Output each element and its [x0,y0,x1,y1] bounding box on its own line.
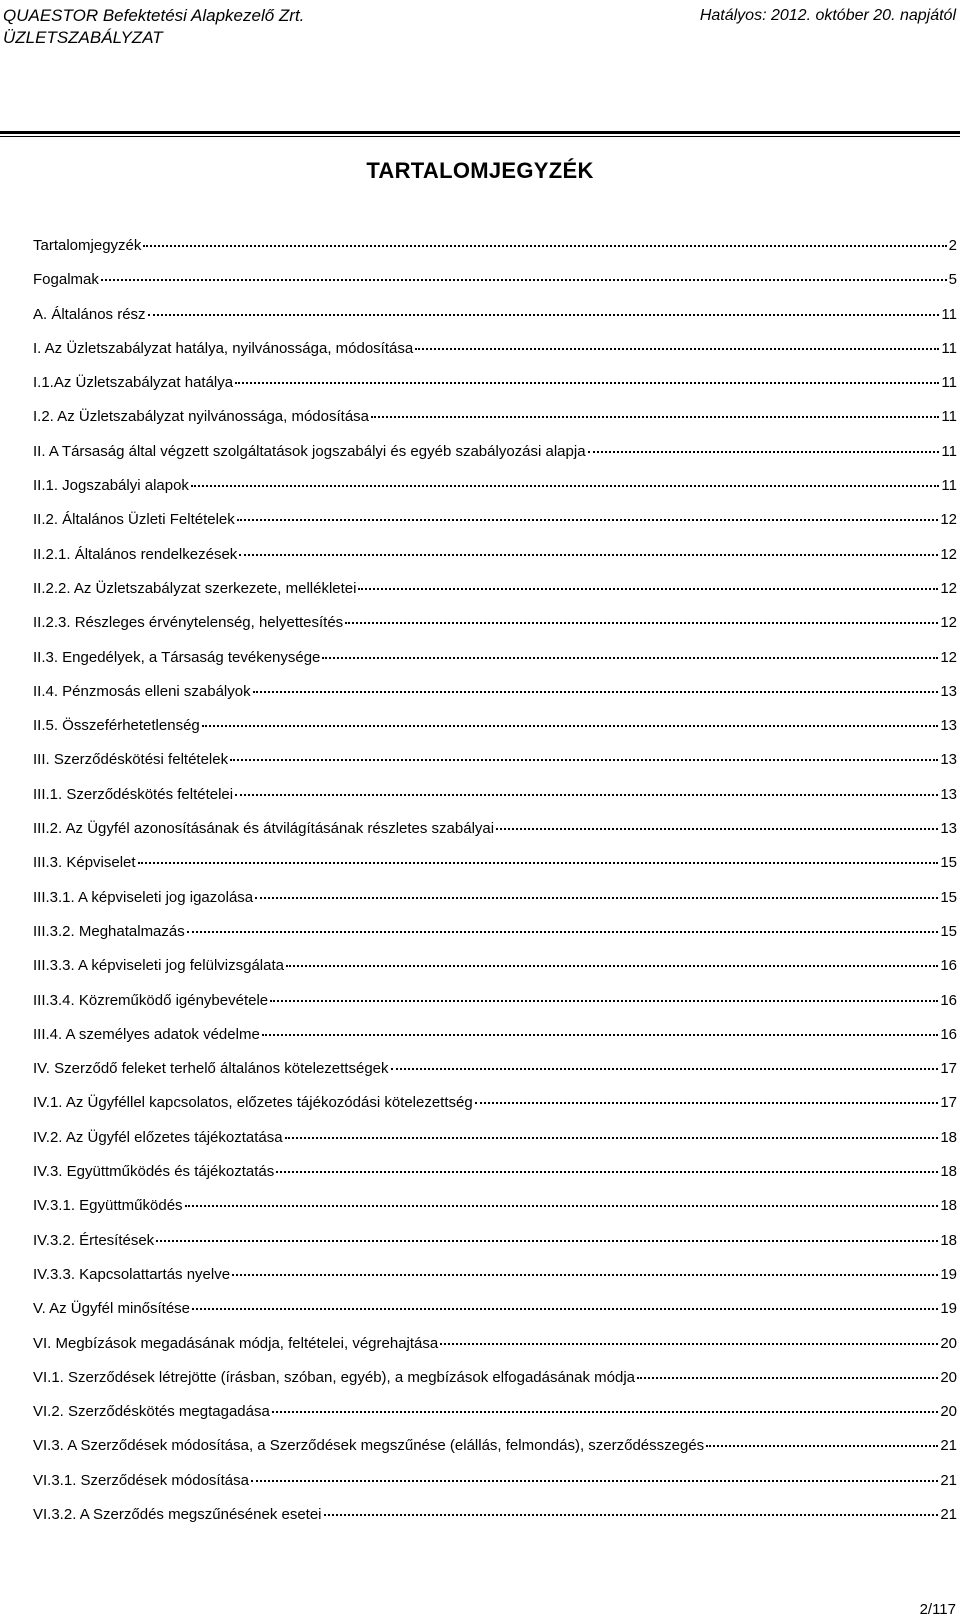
toc-leader-dots [272,1410,939,1413]
toc-entry-page: 15 [940,854,957,872]
toc-title: TARTALOMJEGYZÉK [366,158,594,183]
header-left [3,5,304,49]
toc-entry-page: 13 [940,717,957,735]
toc-entry-label: VI.1. Szerződések létrejötte (írásban, szóban, egyéb), a megbízások elfogadásának módja [33,1368,636,1386]
toc-entry[interactable] [33,956,957,990]
toc-entry-page: 11 [941,477,957,495]
toc-leader-dots [706,1444,938,1447]
toc-entry[interactable] [33,1196,957,1230]
toc-entry-page: 20 [940,1334,957,1352]
toc-entry[interactable] [33,407,957,441]
toc-entry-page: 13 [940,682,957,700]
toc-entry-page: 17 [940,1094,957,1112]
toc-entry-label: IV.3.2. Értesítések [33,1231,155,1249]
page-number: 2/117 [919,1601,956,1618]
toc-entry[interactable] [33,545,957,579]
toc-leader-dots [235,793,938,796]
toc-entry-label: II.3. Engedélyek, a Társaság tevékenysége [33,648,321,666]
toc-entry[interactable] [33,922,957,956]
toc-entry[interactable] [33,1368,957,1402]
toc-entry[interactable] [33,1231,957,1265]
toc-entry-page: 12 [940,614,957,632]
toc-leader-dots [202,724,939,727]
toc-leader-dots [475,1101,939,1104]
company-name: QUAESTOR Befektetési Alapkezelő Zrt. [3,6,305,25]
toc-entry-page: 19 [940,1265,957,1283]
toc-entry-label: VI.2. Szerződéskötés megtagadása [33,1403,270,1421]
toc-entry-label: I. Az Üzletszabályzat hatálya, nyilvánossága, módosítása [33,339,414,357]
toc-entry-label: III.1. Szerződéskötés feltételei [33,785,234,803]
toc-entry[interactable] [33,1059,957,1093]
toc-leader-dots [371,415,939,418]
toc-entry-label: Tartalomjegyzék [33,237,142,254]
toc-entry[interactable] [33,819,957,853]
toc-leader-dots [253,690,939,693]
toc-entry-page: 11 [941,442,957,460]
toc-leader-dots [251,1479,938,1482]
toc-entry[interactable] [33,1025,957,1059]
toc-leader-dots [391,1067,939,1070]
toc-entry[interactable] [33,1162,957,1196]
toc-leader-dots [185,1204,939,1207]
toc-entry-label: III.3.3. A képviseleti jog felülvizsgálata [33,957,284,975]
toc-entry[interactable] [33,1299,957,1333]
toc-entry-page: 16 [940,957,957,975]
effective-date: Hatályos: 2012. október 20. napjától [699,7,956,24]
header-rule-thick [0,131,960,134]
toc-leader-dots [286,964,938,967]
toc-entry-label: II.4. Pénzmosás elleni szabályok [33,682,251,700]
toc-entry-page: 12 [940,579,957,597]
toc-entry[interactable] [33,853,957,887]
toc-entry-label: IV. Szerződő feleket terhelő általános kötelezettségek [33,1060,389,1078]
toc-entry-label: VI.3. A Szerződések módosítása, a Szerződések megszűnése (elállás, felmondás), szerződésszegés [33,1437,705,1455]
toc-entry-page: 18 [940,1197,957,1215]
toc-entry-label: I.2. Az Üzletszabályzat nyilvánossága, módosítása [33,408,370,426]
table-of-contents [33,236,957,1539]
toc-leader-dots [324,1513,939,1516]
toc-entry-label: II.5. Összeférhetetlenség [33,717,200,735]
toc-entry-page: 13 [940,785,957,803]
toc-entry-page: 21 [940,1437,957,1455]
toc-entry-label: VI.3.1. Szerződések módosítása [33,1471,249,1489]
toc-entry-label: Fogalmak [33,271,99,289]
toc-entry-page: 11 [941,374,957,392]
toc-entry-page: 18 [940,1231,957,1249]
toc-entry-label: III.2. Az Ügyfél azonosításának és átvilágításának részletes szabályai [33,820,495,838]
toc-leader-dots [192,1307,938,1310]
toc-entry-label: IV.3.3. Kapcsolattartás nyelve [33,1265,231,1283]
toc-entry-label: II.2. Általános Üzleti Feltételek [33,511,235,529]
toc-leader-dots [138,861,939,864]
toc-entry-label: IV.3. Együttműködés és tájékoztatás [33,1163,275,1181]
toc-entry[interactable] [33,1265,957,1299]
toc-entry[interactable] [33,1471,957,1505]
toc-entry[interactable] [33,1402,957,1436]
toc-leader-dots [148,313,940,316]
toc-entry-page: 19 [940,1300,957,1318]
toc-leader-dots [322,656,938,659]
toc-entry[interactable] [33,339,957,373]
toc-leader-dots [191,484,939,487]
toc-entry[interactable] [33,1093,957,1127]
toc-entry[interactable] [33,682,957,716]
toc-entry[interactable] [33,1436,957,1470]
toc-entry-page: 12 [940,648,957,666]
toc-entry-page: 20 [940,1368,957,1386]
toc-leader-dots [232,1273,938,1276]
toc-entry-label: IV.1. Az Ügyféllel kapcsolatos, előzetes tájékozódási kötelezettség [33,1094,473,1112]
document-name: ÜZLETSZABÁLYZAT [3,28,163,47]
toc-leader-dots [101,278,947,281]
toc-entry-page: 20 [940,1403,957,1421]
toc-leader-dots [156,1239,938,1242]
toc-leader-dots [276,1170,938,1173]
toc-leader-dots [262,1033,939,1036]
toc-entry[interactable] [33,613,957,647]
toc-leader-dots [237,518,939,521]
toc-leader-dots [440,1342,938,1345]
toc-entry-page: 15 [940,888,957,906]
toc-entry-label: VI.3.2. A Szerződés megszűnésének esetei [33,1505,322,1523]
toc-entry-label: I.1.Az Üzletszabályzat hatálya [33,374,234,392]
toc-entry-page: 18 [940,1128,957,1146]
toc-entry[interactable] [33,236,957,270]
toc-entry-label: A. Általános rész [33,305,146,323]
toc-entry-label: II.2.3. Részleges érvénytelenség, helyettesítés [33,614,344,632]
header-rule-thin [0,136,960,137]
toc-leader-dots [235,381,939,384]
toc-entry-page: 18 [940,1163,957,1181]
toc-entry-page: 13 [940,820,957,838]
toc-entry[interactable] [33,579,957,613]
toc-entry-label: III.3. Képviselet [33,854,136,872]
toc-entry-label: III.3.4. Közreműködő igénybevétele [33,991,269,1009]
toc-entry-page: 5 [948,271,957,289]
toc-leader-dots [345,621,938,624]
toc-entry-page: 2 [948,237,957,254]
toc-entry[interactable] [33,648,957,682]
toc-entry-page: 11 [941,305,957,323]
toc-entry[interactable] [33,442,957,476]
toc-entry-label: III.3.1. A képviseleti jog igazolása [33,888,254,906]
toc-entry[interactable] [33,270,957,304]
toc-entry[interactable] [33,1128,957,1162]
toc-entry-page: 16 [940,991,957,1009]
toc-entry-label: III.3.2. Meghatalmazás [33,922,185,940]
toc-entry[interactable] [33,888,957,922]
toc-entry[interactable] [33,1505,957,1539]
toc-leader-dots [415,347,939,350]
toc-leader-dots [187,930,939,933]
toc-entry-label: IV.2. Az Ügyfél előzetes tájékoztatása [33,1128,283,1146]
toc-entry[interactable] [33,716,957,750]
toc-leader-dots [358,587,938,590]
toc-entry[interactable] [33,373,957,407]
toc-entry-label: II.1. Jogszabályi alapok [33,477,189,495]
toc-leader-dots [143,244,946,247]
toc-entry-label: III. Szerződéskötési feltételek [33,751,229,769]
toc-entry-page: 15 [940,922,957,940]
toc-leader-dots [239,553,938,556]
toc-entry-page: 11 [941,339,957,357]
toc-leader-dots [496,827,938,830]
toc-entry-page: 12 [940,545,957,563]
toc-entry[interactable] [33,785,957,819]
toc-entry-label: VI. Megbízások megadásának módja, feltételei, végrehajtása [33,1334,439,1352]
toc-leader-dots [255,896,938,899]
toc-leader-dots [285,1136,939,1139]
toc-entry[interactable] [33,510,957,544]
toc-entry[interactable] [33,750,957,784]
toc-entry-label: IV.3.1. Együttműködés [33,1197,183,1215]
toc-entry-label: III.4. A személyes adatok védelme [33,1025,260,1043]
toc-leader-dots [230,758,938,761]
page-header [0,0,960,136]
toc-entry[interactable] [33,476,957,510]
toc-entry-page: 21 [940,1471,957,1489]
toc-entry-page: 16 [940,1025,957,1043]
toc-entry-page: 21 [940,1505,957,1523]
toc-entry-page: 12 [940,511,957,529]
toc-entry-label: II.2.1. Általános rendelkezések [33,545,238,563]
toc-entry[interactable] [33,1334,957,1368]
toc-entry[interactable] [33,991,957,1025]
toc-leader-dots [270,999,938,1002]
toc-entry-page: 13 [940,751,957,769]
toc-entry[interactable] [33,305,957,339]
toc-leader-dots [588,450,940,453]
toc-entry-page: 17 [940,1060,957,1078]
toc-entry-label: II. A Társaság által végzett szolgáltatások jogszabályi és egyéb szabályozási alapja [33,442,586,460]
toc-leader-dots [637,1376,938,1379]
toc-entry-label: V. Az Ügyfél minősítése [33,1300,191,1318]
toc-entry-label: II.2.2. Az Üzletszabályzat szerkezete, mellékletei [33,579,357,597]
toc-entry-page: 11 [941,408,957,426]
